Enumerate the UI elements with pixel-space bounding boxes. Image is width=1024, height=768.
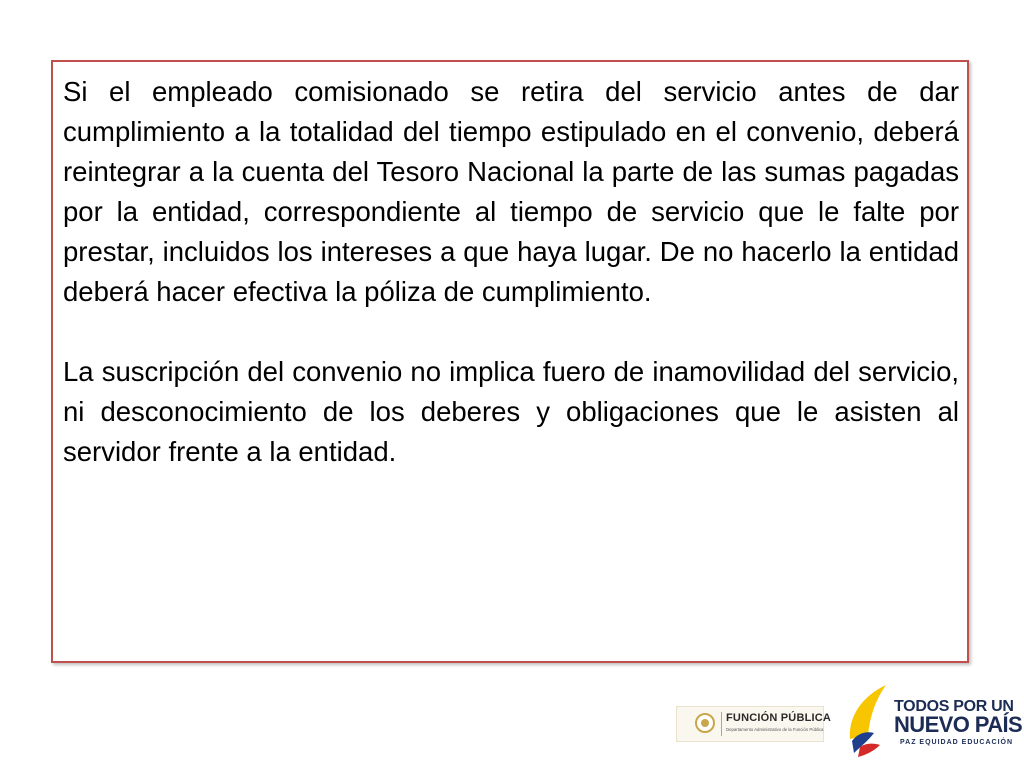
- tricolor-bird-icon: [846, 681, 894, 759]
- funcion-publica-logo: [676, 706, 832, 742]
- funcion-publica-title: FUNCIÓN PÚBLICA: [726, 712, 832, 724]
- logo-divider: [721, 712, 722, 736]
- slogan-line-2: NUEVO PAÍS: [894, 712, 1023, 737]
- funcion-publica-subtitle: Departamento Administrativo de la Función Pública: [726, 727, 824, 732]
- paragraph-suscripcion-convenio: La suscripción del convenio no implica fuero de inamovilidad del servicio, ni desconocimiento de los deberes y obligaciones que le asisten al servidor frente a la entidad.: [63, 356, 959, 467]
- slide-text-box: [51, 60, 969, 663]
- todos-por-un-nuevo-pais-logo: [846, 676, 1024, 768]
- slogan-line-3: PAZ EQUIDAD EDUCACIÓN: [900, 739, 1014, 746]
- footer-logos: [0, 676, 1024, 768]
- paragraph-comisionado-retiro: Si el empleado comisionado se retira del servicio antes de dar cumplimiento a la totalidad del tiempo estipulado en el convenio, deberá reintegrar a la cuenta del Tesoro Nacional la parte de las sumas pagadas por la entidad, correspondiente al tiempo de servicio que le falte por prestar, incluidos los intereses a que haya lugar. De no hacerlo la entidad deberá hacer efectiva la póliza de cumplimiento.: [63, 76, 959, 307]
- slogan-line-1: TODOS POR UN: [894, 698, 1014, 715]
- national-seal-icon: [695, 713, 715, 733]
